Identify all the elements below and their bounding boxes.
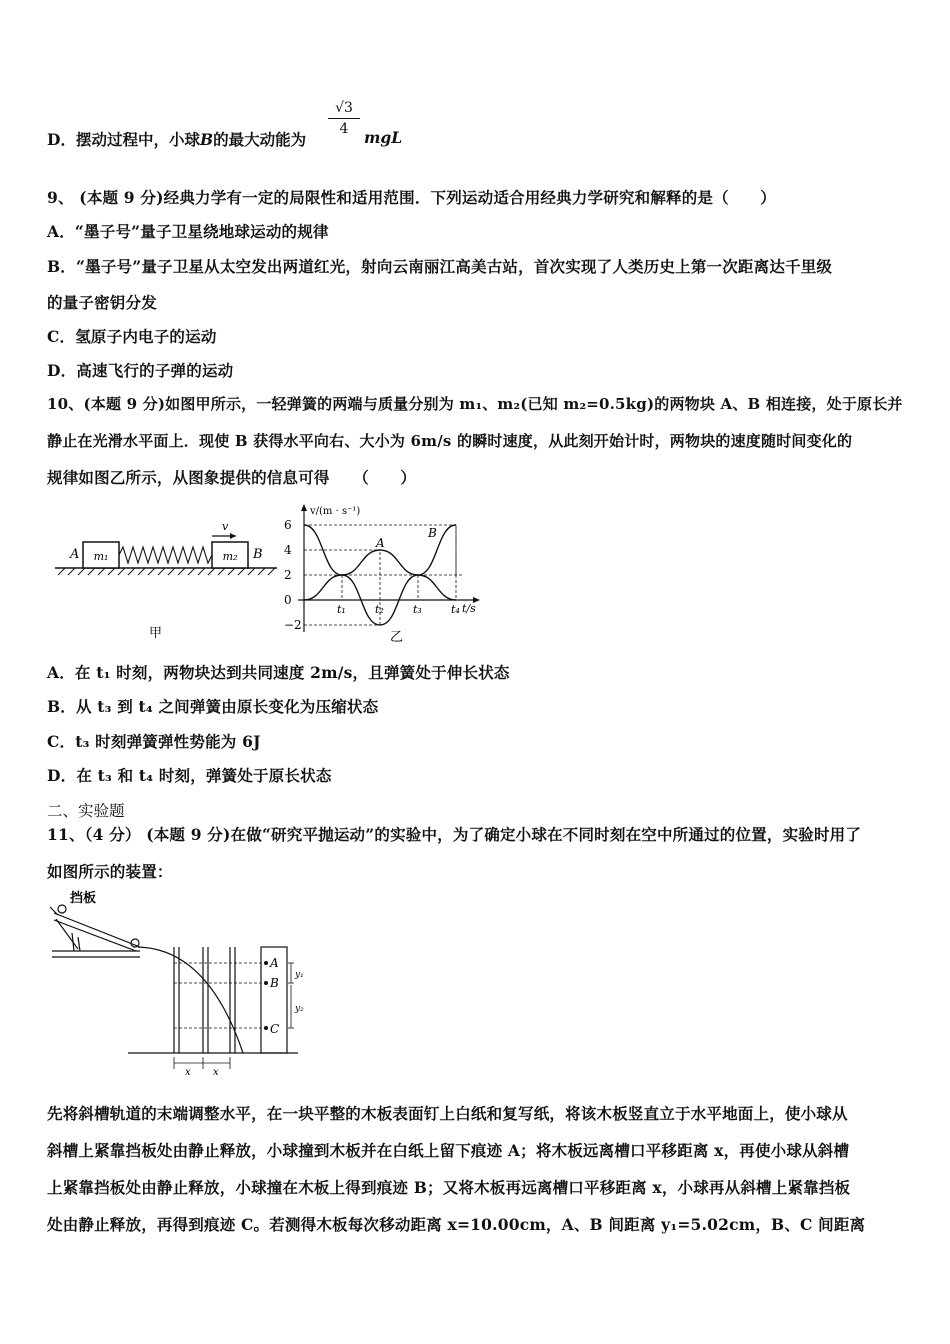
curve-b-label: B	[428, 526, 437, 540]
velocity-arrow-head	[230, 533, 236, 539]
q10-stem-line3: 规律如图乙所示，从图象提供的信息可得 （ ）	[47, 468, 417, 487]
figure-spring-blocks	[52, 510, 282, 645]
baffle-label: 挡板	[70, 891, 97, 906]
y-tick-label: 2	[284, 568, 292, 582]
mark-a-label: A	[270, 956, 279, 970]
q10-stem-line2: 静止在光滑水平面上．现使 B 获得水平向右、大小为 6m/s 的瞬时速度，从此刻开始计时，两物块的速度随时间变化的	[47, 432, 853, 450]
y-tick-label: 0	[284, 593, 292, 607]
q10-option-b: B．从 t₃ 到 t₄ 之间弹簧由原长变化为压缩状态	[47, 697, 379, 716]
label-b: B	[253, 547, 263, 562]
fraction-sqrt3-over-4	[328, 100, 360, 137]
q11-stem-line2: 如图所示的装置：	[47, 862, 173, 881]
ground-hatch	[58, 568, 275, 575]
q11-paragraph-line3: 上紧靠挡板处由静止释放，小球撞在木板上得到痕迹 B；又将木板再远离槽口平移距离 x，小球再从斜槽上紧靠挡板	[47, 1178, 851, 1197]
q8-option-d-text2: 的最大动能为	[213, 130, 307, 149]
fraction-denominator: 4	[339, 121, 349, 137]
fraction-numerator: √3	[328, 100, 360, 119]
ball-start	[58, 905, 66, 913]
ramp-lower	[54, 920, 136, 951]
distance-x1-label: x	[185, 1067, 191, 1078]
ball-end	[131, 939, 139, 947]
q11-paragraph-line2: 斜槽上紧靠挡板处由静止释放，小球撞到木板并在白纸上留下痕迹 A；将木板远离槽口平移距离 x，再使小球从斜槽	[47, 1141, 850, 1160]
chart-y-ticks	[284, 518, 302, 632]
distance-y1-label: y₁	[295, 970, 304, 980]
q8-option-d-ball: B	[199, 130, 214, 149]
q9-option-a: A．“墨子号”量子卫星绕地球运动的规律	[47, 222, 329, 241]
block-m2-label: m₂	[222, 550, 238, 563]
block-m1-label: m₁	[93, 550, 109, 563]
x-tick-label: t₃	[413, 603, 422, 616]
q10-option-a: A．在 t₁ 时刻，两物块达到共同速度 2m/s，且弹簧处于伸长状态	[47, 663, 510, 682]
q10-option-d: D．在 t₃ 和 t₄ 时刻，弹簧处于原长状态	[47, 766, 332, 785]
distance-y2-label: y₂	[295, 1004, 304, 1014]
ramp-support-3	[78, 937, 80, 951]
spring	[119, 547, 212, 563]
mark-b-label: B	[270, 976, 279, 990]
figure-jia-caption: 甲	[149, 626, 163, 641]
distance-x2-label: x	[213, 1067, 219, 1078]
mark-a	[264, 961, 268, 965]
figure-projectile-apparatus	[48, 885, 308, 1080]
x-tick-label: t₂	[375, 603, 384, 616]
q9-option-b-line1: B．“墨子号”量子卫星从太空发出两道红光，射向云南丽江高美古站，首次实现了人类历史上第一次距离达千里级	[47, 257, 833, 276]
y-tick-label: −2	[284, 618, 302, 632]
x-tick-label: t₄	[451, 603, 460, 616]
mark-c	[264, 1026, 268, 1030]
mark-b	[264, 981, 268, 985]
curve-a-label: A	[376, 536, 385, 550]
q11-paragraph-line1: 先将斜槽轨道的末端调整水平，在一块平整的木板表面钉上白纸和复写纸，将该木板竖直立于水平地面上，使小球从	[47, 1104, 848, 1123]
y-axis-arrow	[301, 504, 307, 511]
q9-option-c: C．氢原子内电子的运动	[47, 327, 217, 346]
q8-option-d	[47, 128, 306, 150]
baffle	[50, 907, 58, 915]
q8-option-d-text: D．摆动过程中，小球	[47, 130, 200, 149]
velocity-label: v	[222, 520, 229, 533]
mark-c-label: C	[270, 1022, 280, 1036]
ramp-support-1	[56, 919, 78, 949]
q9-option-d: D．高速飞行的子弹的运动	[47, 361, 234, 380]
x-tick-label: t₁	[337, 603, 346, 616]
y-axis-label: v/(m · s⁻¹)	[310, 506, 361, 517]
q9-stem: 9、 (本题 9 分)经典力学有一定的局限性和适用范围．下列运动适合用经典力学研究和解释的是（ ）	[47, 188, 776, 207]
q9-option-b-line2: 的量子密钥分发	[47, 293, 157, 312]
section-title: 二、实验题	[47, 802, 125, 820]
q8-mgl: mgL	[364, 128, 403, 147]
x-axis-label: t/s	[462, 602, 476, 615]
figure-yi-caption: 乙	[390, 630, 404, 645]
q10-option-c: C．t₃ 时刻弹簧弹性势能为 6J	[47, 732, 261, 751]
q11-paragraph-line4: 处由静止释放，再得到痕迹 C。若测得木板每次移动距离 x=10.00cm，A、B 间距离 y₁=5.02cm，B、C 间距离	[47, 1215, 866, 1234]
ramp-upper	[54, 913, 140, 947]
chart-x-ticks	[337, 603, 460, 616]
figure-velocity-time-chart	[278, 500, 498, 648]
y-tick-label: 4	[284, 543, 292, 557]
q11-stem-line1: 11、（4 分） (本题 9 分)在做“研究平抛运动”的实验中，为了确定小球在不同时刻在空中所通过的位置，实验时用了	[47, 825, 862, 844]
q10-stem-line1: 10、(本题 9 分)如图甲所示，一轻弹簧的两端与质量分别为 m₁、m₂(已知 m₂=0.5kg)的两物块 A、B 相连接，处于原长并	[47, 395, 903, 413]
label-a: A	[70, 547, 80, 562]
y-tick-label: 6	[284, 518, 292, 532]
